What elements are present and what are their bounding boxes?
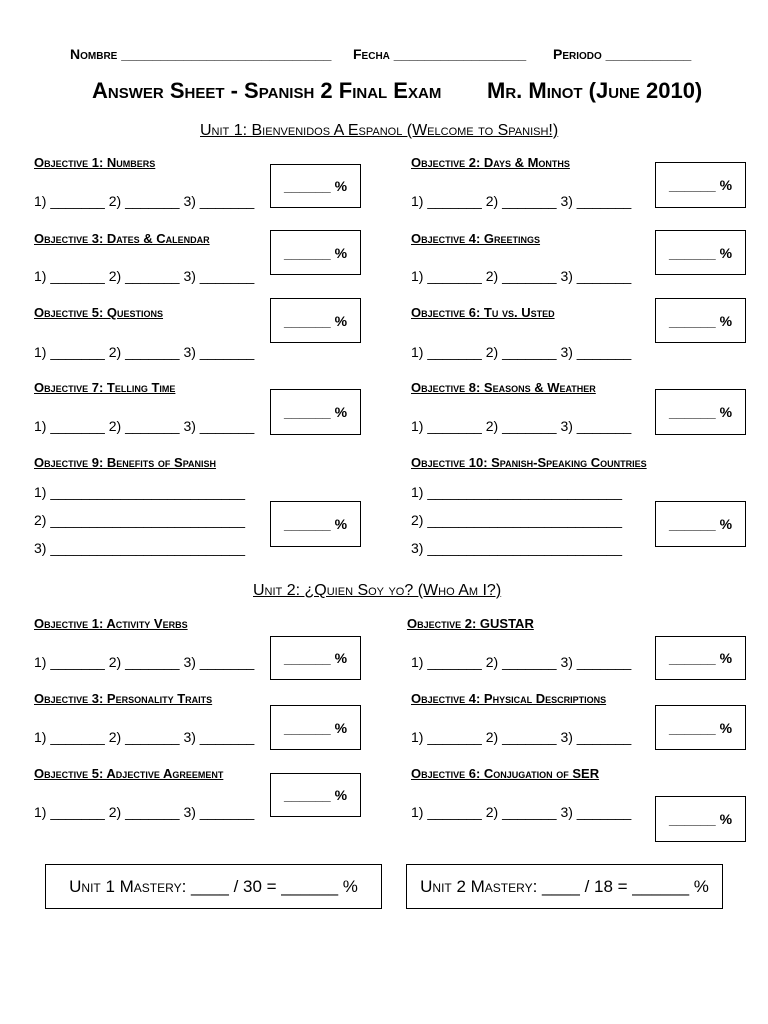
u1-obj7-score-box[interactable]: [270, 389, 361, 435]
u1-obj2-score-box[interactable]: [655, 162, 746, 208]
teacher-label: Mr. Minot (June 2010): [487, 78, 703, 103]
u2-obj6-answers[interactable]: 1) _______ 2) _______ 3) _______: [411, 804, 632, 820]
score-label: ______ %: [668, 177, 733, 193]
u2-objective-1: Objective 1: Activity Verbs: [34, 616, 188, 631]
score-label: ______ %: [668, 404, 733, 420]
u2-obj6-score-box[interactable]: [655, 796, 746, 842]
page-title: Answer Sheet - Spanish 2 Final Exam: [92, 78, 442, 103]
nombre-field[interactable]: Nombre ___________________________: [70, 46, 332, 62]
u1-obj10-answer-1[interactable]: 1) _________________________: [411, 484, 622, 500]
u1-obj9-score-box[interactable]: [270, 501, 361, 547]
u2-objective-2: Objective 2: GUSTAR: [407, 616, 534, 631]
unit1-mastery-box[interactable]: [45, 864, 382, 909]
score-label: ______ %: [283, 404, 348, 420]
u2-objective-6: Objective 6: Conjugation of SER: [411, 766, 600, 781]
u1-objective-7: Objective 7: Telling Time: [34, 380, 176, 395]
u2-obj3-answers[interactable]: 1) _______ 2) _______ 3) _______: [34, 729, 255, 745]
u2-objective-4: Objective 4: Physical Descriptions: [411, 691, 607, 706]
u1-obj10-score-box[interactable]: [655, 501, 746, 547]
u1-obj8-answers[interactable]: 1) _______ 2) _______ 3) _______: [411, 418, 632, 434]
u1-objective-8: Objective 8: Seasons & Weather: [411, 380, 596, 395]
u1-obj7-answers[interactable]: 1) _______ 2) _______ 3) _______: [34, 418, 255, 434]
u2-obj2-answers[interactable]: 1) _______ 2) _______ 3) _______: [411, 654, 632, 670]
score-label: ______ %: [668, 650, 733, 666]
u1-obj3-answers[interactable]: 1) _______ 2) _______ 3) _______: [34, 268, 255, 284]
u2-obj1-answers[interactable]: 1) _______ 2) _______ 3) _______: [34, 654, 255, 670]
u2-objective-5: Objective 5: Adjective Agreement: [34, 766, 224, 781]
score-label: ______ %: [283, 650, 348, 666]
u2-obj1-score-box[interactable]: [270, 636, 361, 680]
u1-objective-3: Objective 3: Dates & Calendar: [34, 231, 210, 246]
u2-obj5-answers[interactable]: 1) _______ 2) _______ 3) _______: [34, 804, 255, 820]
score-label: ______ %: [283, 312, 348, 329]
u1-objective-6: Objective 6: Tu vs. Usted: [411, 305, 555, 320]
unit2-mastery-box[interactable]: [406, 864, 723, 909]
u1-obj2-answers[interactable]: 1) _______ 2) _______ 3) _______: [411, 193, 632, 209]
u1-obj1-answers[interactable]: 1) _______ 2) _______ 3) _______: [34, 193, 255, 209]
u1-obj5-score-box[interactable]: [270, 298, 361, 343]
score-label: ______ %: [283, 178, 348, 194]
u1-obj6-score-box[interactable]: [655, 298, 746, 343]
score-label: ______ %: [668, 516, 733, 532]
u1-objective-5: Objective 5: Questions: [34, 305, 164, 320]
score-label: ______ %: [668, 811, 733, 827]
u1-obj4-answers[interactable]: 1) _______ 2) _______ 3) _______: [411, 268, 632, 284]
u1-obj5-answers[interactable]: 1) _______ 2) _______ 3) _______: [34, 344, 255, 360]
u2-obj2-score-box[interactable]: [655, 636, 746, 680]
unit2-title: Unit 2: ¿Quien Soy yo? (Who Am I?): [253, 582, 502, 599]
score-label: ______ %: [283, 719, 348, 736]
u2-obj3-score-box[interactable]: [270, 705, 361, 750]
u1-obj9-answer-3[interactable]: 3) _________________________: [34, 540, 245, 556]
score-label: ______ %: [668, 312, 733, 329]
u1-obj8-score-box[interactable]: [655, 389, 746, 435]
score-label: ______ %: [283, 787, 348, 803]
unit1-title: Unit 1: Bienvenidos A Espanol (Welcome to Spanish!): [200, 122, 559, 139]
u1-obj10-answer-3[interactable]: 3) _________________________: [411, 540, 622, 556]
u1-objective-1: Objective 1: Numbers: [34, 155, 156, 170]
u1-obj10-answer-2[interactable]: 2) _________________________: [411, 512, 622, 528]
u1-obj1-score-box[interactable]: [270, 164, 361, 208]
u2-obj5-score-box[interactable]: [270, 773, 361, 817]
u1-objective-10: Objective 10: Spanish-Speaking Countries: [411, 455, 647, 470]
u1-obj9-answer-1[interactable]: 1) _________________________: [34, 484, 245, 500]
unit1-mastery-label: Unit 1 Mastery: ____ / 30 = ______ %: [69, 876, 358, 896]
fecha-field[interactable]: Fecha _________________: [353, 46, 527, 62]
u1-objective-4: Objective 4: Greetings: [411, 231, 541, 246]
unit2-mastery-label: Unit 2 Mastery: ____ / 18 = ______ %: [420, 876, 709, 896]
u1-objective-2: Objective 2: Days & Months: [411, 155, 570, 170]
u2-obj4-answers[interactable]: 1) _______ 2) _______ 3) _______: [411, 729, 632, 745]
u2-objective-3: Objective 3: Personality Traits: [34, 691, 213, 706]
u1-obj9-answer-2[interactable]: 2) _________________________: [34, 512, 245, 528]
score-label: ______ %: [668, 244, 733, 261]
u1-obj4-score-box[interactable]: [655, 230, 746, 275]
u1-obj3-score-box[interactable]: [270, 230, 361, 275]
periodo-field[interactable]: Periodo ___________: [553, 46, 692, 62]
score-label: ______ %: [283, 244, 348, 261]
score-label: ______ %: [668, 719, 733, 736]
u1-objective-9: Objective 9: Benefits of Spanish: [34, 455, 217, 470]
u1-obj6-answers[interactable]: 1) _______ 2) _______ 3) _______: [411, 344, 632, 360]
u2-obj4-score-box[interactable]: [655, 705, 746, 750]
score-label: ______ %: [283, 516, 348, 532]
